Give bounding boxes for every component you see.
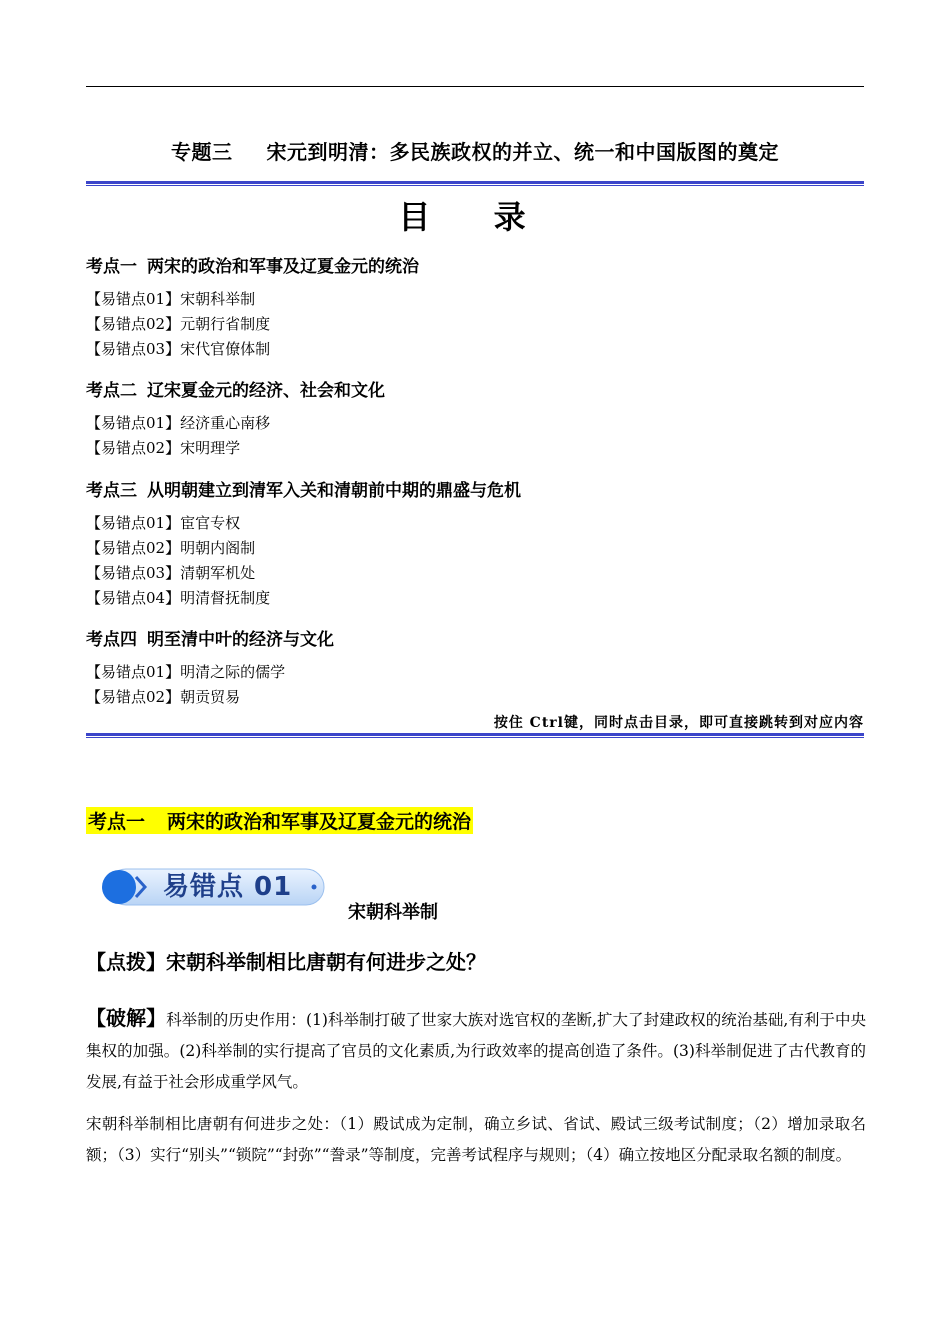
section-heading <box>86 807 473 834</box>
toc-heading: 目 录 <box>398 198 552 236</box>
analysis-lead: 【破解】 <box>86 1006 167 1030</box>
toc-section-4[interactable] <box>86 625 334 650</box>
toc-section-label: 考点一 <box>86 257 137 277</box>
toc-divider <box>86 733 864 736</box>
toc-section-title: 两宋的政治和军事及辽夏金元的统治 <box>147 257 419 277</box>
toc-section-label: 考点二 <box>86 381 137 401</box>
toc-item[interactable]: 【易错点04】明清督抚制度 <box>86 589 271 607</box>
toc-section-title: 明至清中叶的经济与文化 <box>147 630 334 650</box>
toc-section-title: 从明朝建立到清军入关和清朝前中期的鼎盛与危机 <box>147 481 521 501</box>
analysis-text: 科举制的历史作用：(1)科举制打破了世家大族对选官权的垄断,扩大了封建政权的统治基础,有利于中央集权的加强。(2)科举制的实行提高了官员的文化素质,为行政效率的提高创造了条件。(3)科举制促进了古代教育的发展,有益于社会形成重学风气。 <box>86 1011 866 1091</box>
toc-section-label: 考点三 <box>86 481 137 501</box>
toc-item[interactable]: 【易错点01】经济重心南移 <box>86 414 271 432</box>
badge-dot-icon <box>102 870 136 904</box>
ctrl-click-note: 按住 Ctrl键，同时点击目录，即可直接跳转到对应内容 <box>493 715 864 731</box>
section-label: 考点一 <box>88 811 146 833</box>
toc-item[interactable]: 【易错点03】清朝军机处 <box>86 564 256 582</box>
toc-section-label: 考点四 <box>86 630 137 650</box>
header-rule <box>86 86 864 87</box>
topic-label: 专题三 <box>171 140 233 164</box>
document-title <box>86 136 864 165</box>
toc-item[interactable]: 【易错点03】宋代官僚体制 <box>86 340 271 358</box>
toc-section-1[interactable] <box>86 252 419 277</box>
toc-item[interactable]: 【易错点01】宋朝科举制 <box>86 290 256 308</box>
toc-item[interactable]: 【易错点02】宋明理学 <box>86 439 241 457</box>
progress-paragraph: 宋朝科举制相比唐朝有何进步之处：（1）殿试成为定制，确立乡试、省试、殿试三级考试制度；（2）增加录取名额；（3）实行“别头”“锁院”“封弥”“誊录”等制度，完善考试程序与规则；（4）确立按地区分配录取名额的制度。 <box>86 1115 866 1164</box>
analysis-paragraph <box>86 1003 866 1098</box>
section-title: 两宋的政治和军事及辽夏金元的统治 <box>167 811 472 833</box>
toc-section-2[interactable] <box>86 376 385 401</box>
badge-label: 易错点 01 <box>163 872 293 902</box>
toc-item[interactable]: 【易错点02】明朝内阁制 <box>86 539 256 557</box>
topic-title: 宋元到明清：多民族政权的并立、统一和中国版图的奠定 <box>266 140 779 164</box>
badge-subtitle: 宋朝科举制 <box>348 902 438 923</box>
toc-item[interactable]: 【易错点02】朝贡贸易 <box>86 688 241 706</box>
toc-section-title: 辽宋夏金元的经济、社会和文化 <box>147 381 385 401</box>
title-divider <box>86 181 864 184</box>
toc-section-3[interactable] <box>86 476 521 501</box>
toc-item[interactable]: 【易错点01】明清之际的儒学 <box>86 663 286 681</box>
toc-item[interactable]: 【易错点02】元朝行省制度 <box>86 315 271 333</box>
tip-question: 【点拨】宋朝科举制相比唐朝有何进步之处？ <box>86 950 486 974</box>
toc-item[interactable]: 【易错点01】宦官专权 <box>86 514 241 532</box>
